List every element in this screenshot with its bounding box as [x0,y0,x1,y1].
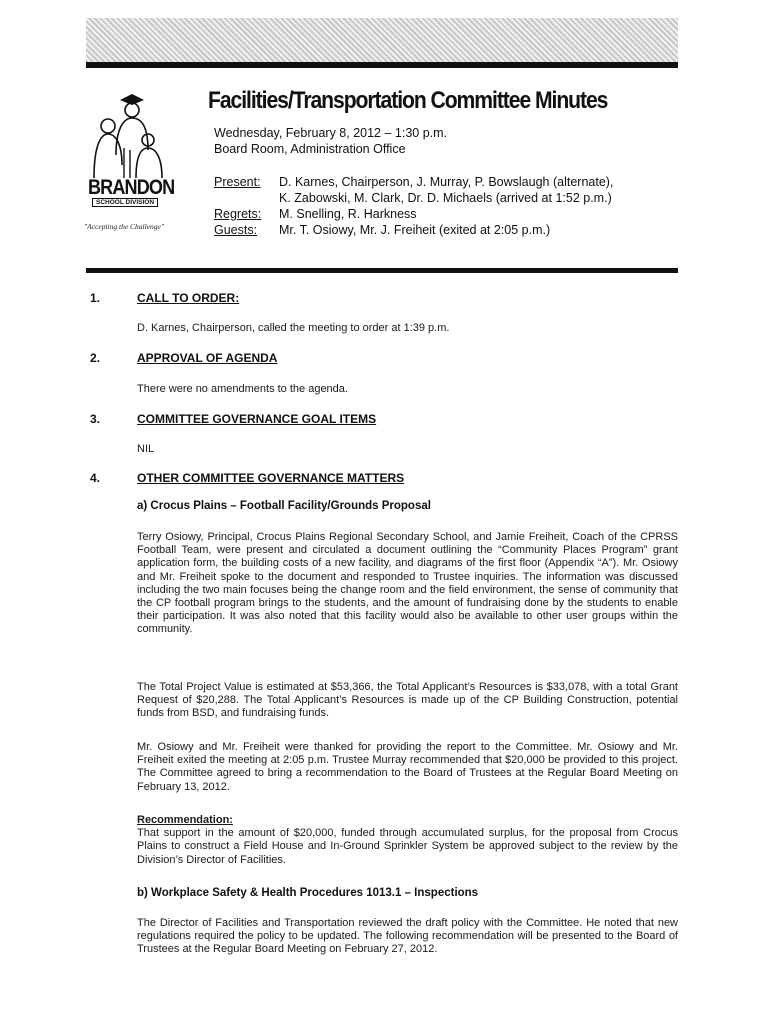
item-b-paragraph: The Director of Facilities and Transportation reviewed the draft policy with the Committee. He noted that new regulations required the policy to be updated. The following recommendation will be presented to the Board of Trustees at the Regular Board Meeting on February 27, 2012. [137,917,678,956]
section-body: D. Karnes, Chairperson, called the meeting to order at 1:39 p.m. [137,322,450,334]
item-a-paragraph: Mr. Osiowy and Mr. Freiheit were thanked for providing the report to the Committee. Mr. Osiowy and Mr. Freiheit exited the meeting at 2:05 p.m. Trustee Murray recommended that $20,000 be provided to this project. The Committee agreed to bring a recommendation to the Board of Trustees at the Regular Board Meeting on February 13, 2012. [137,741,678,793]
section-body: NIL [137,443,155,455]
section-number: 1. [90,291,101,305]
section-heading: APPROVAL OF AGENDA [137,351,278,365]
present-line-2: K. Zabowski, M. Clark, Dr. D. Michaels (arrived at 1:52 p.m.) [279,191,612,205]
section-number: 2. [90,351,101,365]
section-heading: CALL TO ORDER: [137,291,240,305]
meeting-location: Board Room, Administration Office [214,142,406,156]
logo-tagline: "Accepting the Challenge" [84,222,165,231]
recommendation-label: Recommendation: [137,814,233,826]
recommendation-block [137,814,678,867]
present-label: Present: [214,175,261,189]
regrets-list: M. Snelling, R. Harkness [279,207,417,221]
header-banner [86,18,678,68]
regrets-label: Regrets: [214,207,262,221]
item-a-paragraph: The Total Project Value is estimated at $53,366, the Total Applicant’s Resources is $33,078, with a total Grant Request of $20,288. The Total Applicant’s Resources is made up of the CP Building Construction, potential funds from BSD, and fundraising funds. [137,681,678,720]
section-number: 4. [90,471,101,485]
guests-list: Mr. T. Osiowy, Mr. J. Freiheit (exited at 2:05 p.m.) [279,223,551,237]
guests-label: Guests: [214,223,258,237]
page-title: Facilities/Transportation Committee Minutes [208,87,608,114]
section-body: There were no amendments to the agenda. [137,383,348,395]
item-a-paragraph: Terry Osiowy, Principal, Crocus Plains Regional Secondary School, and Jamie Freiheit, Coach of the CPRSS Football Team, were present and circulated a document outlining the “Community Places Program” grant application form, the building costs of a new facility, and diagrams of the first floor (Appendix “A”). Mr. Osiowy and Mr. Freiheit spoke to the document and responded to Trustee inquiries. The information was discussed including the two main focuses being the change room and the field environment, the sense of community that the CP football program brings to the students, and the amount of fundraising done by the students to enable their participation. It was also noted that this facility would also be available to other user groups within the community. [137,531,678,636]
item-b-heading: b) Workplace Safety & Health Procedures 1013.1 – Inspections [137,887,479,899]
meeting-date: Wednesday, February 8, 2012 – 1:30 p.m. [214,126,448,140]
section-heading: COMMITTEE GOVERNANCE GOAL ITEMS [137,412,377,426]
brandon-logo [86,90,186,240]
item-a-heading: a) Crocus Plains – Football Facility/Grounds Proposal [137,500,431,512]
logo-subtitle: SCHOOL DIVISION [92,198,158,207]
header-divider [86,268,678,273]
section-number: 3. [90,412,101,426]
present-line-1: D. Karnes, Chairperson, J. Murray, P. Bowslaugh (alternate), [279,175,614,189]
recommendation-text: That support in the amount of $20,000, funded through accumulated surplus, for the proposal from Crocus Plains to construct a Field House and In-Ground Sprinkler System be approved subject to the review by the Division’s Director of Facilities. [137,827,678,866]
section-heading: OTHER COMMITTEE GOVERNANCE MATTERS [137,471,405,485]
logo-name: BRANDON [88,176,175,199]
